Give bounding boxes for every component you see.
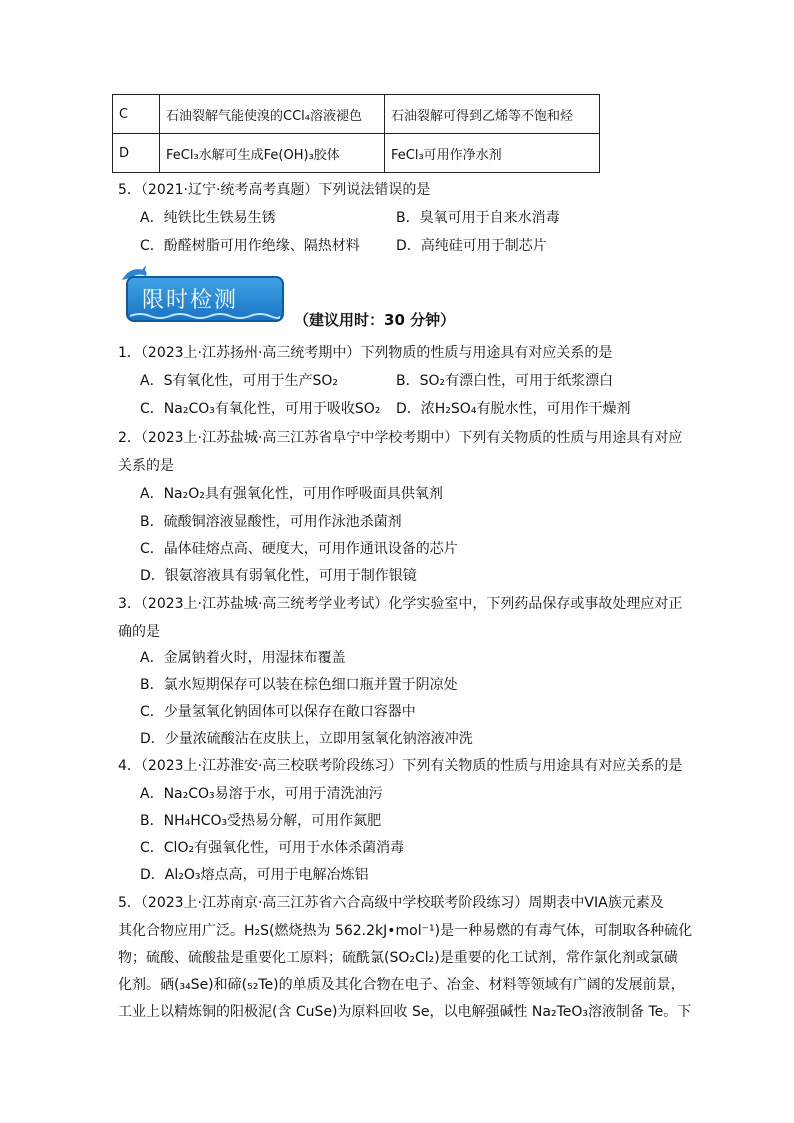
table-row	[113, 95, 600, 134]
option-a: A．S有氧化性，可用于生产SO₂	[140, 373, 338, 389]
option-d: D．Al₂O₃熔点高，可用于电解冶炼铝	[140, 867, 369, 883]
option-a: A．Na₂O₂具有强氧化性，可用作呼吸面具供氧剂	[140, 486, 443, 502]
row-letter: D	[113, 134, 160, 173]
options-table	[112, 94, 600, 173]
section-banner	[120, 264, 286, 326]
question-stem: 4．（2023上·江苏淮安·高三校联考阶段练习）下列有关物质的性质与用途具有对应关系的是	[118, 758, 683, 774]
option-b: B．臭氧可用于自来水消毒	[396, 210, 560, 226]
option-b: B．氯水短期保存可以装在棕色细口瓶并置于阴凉处	[140, 677, 458, 693]
option-d: D．银氨溶液具有弱氧化性，可用于制作银镜	[140, 568, 417, 584]
row-letter: C	[113, 95, 160, 134]
wave-icon	[130, 312, 280, 320]
row-use: 石油裂解可得到乙烯等不饱和烃	[385, 95, 600, 134]
question-stem-cont: 关系的是	[118, 458, 174, 474]
row-fact: FeCl₃水解可生成Fe(OH)₃胶体	[160, 134, 385, 173]
question-stem-cont: 化剂。硒(₃₄Se)和碲(₅₂Te)的单质及其化合物在电子、冶金、材料等领域有广阔的发展前景，	[118, 977, 685, 993]
row-use: FeCl₃可用作净水剂	[385, 134, 600, 173]
option-c: C．Na₂CO₃有氧化性，可用于吸收SO₂	[140, 401, 381, 417]
question-stem: 2．（2023上·江苏盐城·高三江苏省阜宁中学校考期中）下列有关物质的性质与用途具有对应	[118, 430, 683, 446]
option-d: D．浓H₂SO₄有脱水性，可用作干燥剂	[396, 401, 631, 417]
question-stem: 5．（2021·辽宁·统考高考真题）下列说法错误的是	[118, 182, 431, 198]
option-c: C．晶体硅熔点高、硬度大，可用作通讯设备的芯片	[140, 541, 458, 557]
option-a: A．金属钠着火时，用湿抹布覆盖	[140, 650, 346, 666]
question-stem: 3．（2023上·江苏盐城·高三统考学业考试）化学实验室中，下列药品保存或事故处理应对正	[118, 596, 683, 612]
option-d: D．少量浓硫酸沾在皮肤上，立即用氢氧化钠溶液冲洗	[140, 731, 473, 747]
option-b: B．SO₂有漂白性，可用于纸浆漂白	[396, 373, 614, 389]
question-stem-cont: 确的是	[118, 624, 160, 640]
option-a: A．纯铁比生铁易生锈	[140, 210, 276, 226]
table-row	[113, 134, 600, 173]
time-hint: （建议用时：30 分钟）	[294, 311, 456, 329]
question-stem-cont: 其化合物应用广泛。H₂S(燃烧热为 562.2kJ•mol⁻¹)是一种易燃的有毒气体，可制取各种硫化	[118, 923, 693, 939]
option-b: B．NH₄HCO₃受热易分解，可用作氮肥	[140, 813, 382, 829]
question-stem: 1．（2023上·江苏扬州·高三统考期中）下列物质的性质与用途具有对应关系的是	[118, 345, 613, 361]
option-b: B．硫酸铜溶液显酸性，可用作泳池杀菌剂	[140, 514, 402, 530]
option-d: D．高纯硅可用于制芯片	[396, 238, 547, 254]
banner-title: 限时检测	[142, 288, 239, 313]
option-c: C．ClO₂有强氧化性，可用于水体杀菌消毒	[140, 840, 405, 856]
question-stem: 5．（2023上·江苏南京·高三江苏省六合高级中学校联考阶段练习）周期表中VIA族元素及	[118, 895, 664, 911]
option-c: C．酚醛树脂可用作绝缘、隔热材料	[140, 238, 360, 254]
question-stem-cont: 物；硫酸、硫酸盐是重要化工原料；硫酰氯(SO₂Cl₂)是重要的化工试剂，常作氯化剂或氯磺	[118, 950, 678, 966]
row-fact: 石油裂解气能使溴的CCl₄溶液褪色	[160, 95, 385, 134]
question-stem-cont: 工业上以精炼铜的阳极泥(含 CuSe)为原料回收 Se，以电解强碱性 Na₂TeO₃溶液制备 Te。下	[118, 1004, 692, 1020]
option-c: C．少量氢氧化钠固体可以保存在敞口容器中	[140, 704, 416, 720]
option-a: A．Na₂CO₃易溶于水，可用于清洗油污	[140, 786, 383, 802]
